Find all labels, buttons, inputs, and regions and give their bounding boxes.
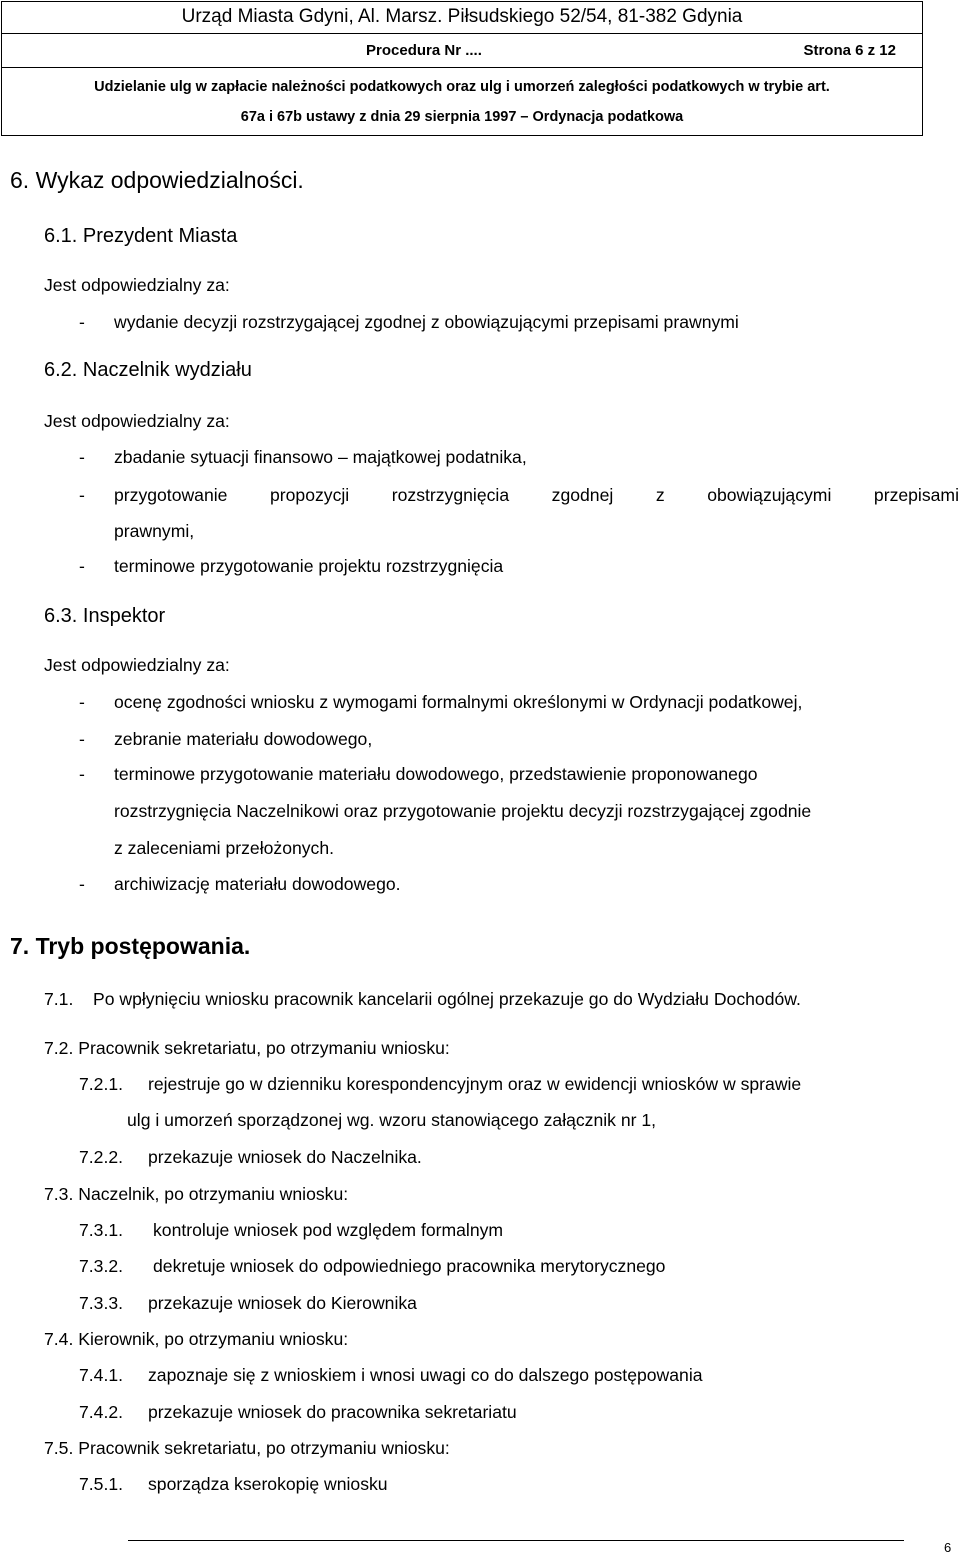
section-6-3-item-4: archiwizację materiału dowodowego. — [114, 874, 401, 894]
word: przygotowanie — [114, 485, 228, 505]
section-6-3-item-3-line-3: z zaleceniami przełożonych. — [114, 838, 335, 858]
bullet: - — [79, 447, 85, 467]
section-7-3-2-text: dekretuje wniosek do odpowiedniego pracownika merytorycznego — [153, 1256, 666, 1276]
word: obowiązującymi — [707, 485, 832, 505]
page-indicator: Strona 6 z 12 — [803, 42, 896, 59]
section-7-3-3-text: przekazuje wniosek do Kierownika — [148, 1293, 417, 1313]
section-7-5-1-number: 7.5.1. — [79, 1474, 124, 1494]
section-7-3-heading: 7.3. Naczelnik, po otrzymaniu wniosku: — [44, 1184, 349, 1204]
section-6-2-heading: 6.2. Naczelnik wydziału — [44, 359, 252, 381]
word: przepisami — [873, 485, 959, 505]
section-7-4-2-text: przekazuje wniosek do pracownika sekretariatu — [148, 1402, 517, 1422]
section-7-5-heading: 7.5. Pracownik sekretariatu, po otrzymaniu wniosku: — [44, 1438, 450, 1458]
bullet: - — [79, 692, 85, 712]
section-6-2-item-1: zbadanie sytuacji finansowo – majątkowej podatnika, — [114, 447, 527, 467]
document-header — [1, 1, 923, 136]
section-6-1-intro: Jest odpowiedzialny za: — [44, 275, 230, 295]
footer-rule — [128, 1540, 904, 1541]
section-7-2-1-number: 7.2.1. — [79, 1074, 124, 1094]
section-7-4-2-number: 7.4.2. — [79, 1402, 124, 1422]
subject-line-1: Udzielanie ulg w zapłacie należności podatkowych oraz ulg i umorzeń zaległości podatkowych w trybie art. — [94, 79, 830, 95]
section-7-5-1-text: sporządza kserokopię wniosku — [148, 1474, 388, 1494]
word: zgodnej — [551, 485, 614, 505]
section-7-3-1-text: kontroluje wniosek pod względem formalnym — [153, 1220, 504, 1240]
section-6-2-item-2-cont: prawnymi, — [114, 521, 195, 541]
bullet: - — [79, 312, 85, 332]
section-7-2-1-line-1: rejestruje go w dzienniku korespondencyjnym oraz w ewidencji wniosków w sprawie — [148, 1074, 802, 1094]
section-7-2-2-text: przekazuje wniosek do Naczelnika. — [148, 1147, 422, 1167]
section-6-3-intro: Jest odpowiedzialny za: — [44, 655, 230, 675]
section-7-4-1-text: zapoznaje się z wnioskiem i wnosi uwagi co do dalszego postępowania — [148, 1365, 703, 1385]
word: rozstrzygnięcia — [391, 485, 510, 505]
page-number: 6 — [944, 1540, 952, 1555]
subject-line-2: 67a i 67b ustawy z dnia 29 sierpnia 1997 – Ordynacja podatkowa — [240, 109, 684, 125]
section-6-2-item-3: terminowe przygotowanie projektu rozstrzygnięcia — [114, 556, 504, 576]
section-7-4-heading: 7.4. Kierownik, po otrzymaniu wniosku: — [44, 1329, 349, 1349]
section-6-3-item-3-line-1: terminowe przygotowanie materiału dowodowego, przedstawienie proponowanego — [114, 764, 758, 784]
section-6-3-item-1: ocenę zgodności wniosku z wymogami formalnymi określonymi w Ordynacji podatkowej, — [114, 692, 803, 712]
section-7-2-heading: 7.2. Pracownik sekretariatu, po otrzymaniu wniosku: — [44, 1038, 450, 1058]
procedure-number: Procedura Nr .... — [366, 42, 482, 59]
bullet: - — [79, 764, 85, 784]
bullet: - — [79, 556, 85, 576]
section-7-2-1-line-2: ulg i umorzeń sporządzonej wg. wzoru stanowiącego załącznik nr 1, — [127, 1110, 657, 1130]
section-7-3-2-number: 7.3.2. — [79, 1256, 124, 1276]
section-7-3-3-number: 7.3.3. — [79, 1293, 124, 1313]
section-6-heading: 6. Wykaz odpowiedzialności. — [10, 167, 304, 193]
section-7-1-number: 7.1. — [44, 989, 74, 1009]
procedure-row — [2, 34, 922, 68]
section-7-1-text: Po wpłynięciu wniosku pracownik kancelarii ogólnej przekazuje go do Wydziału Dochodów. — [93, 989, 801, 1009]
bullet: - — [79, 485, 85, 505]
section-6-2-intro: Jest odpowiedzialny za: — [44, 411, 230, 431]
section-6-3-item-3-line-2: rozstrzygnięcia Naczelnikowi oraz przygotowanie projektu decyzji rozstrzygającej zgodnie — [114, 801, 812, 821]
section-6-1-heading: 6.1. Prezydent Miasta — [44, 225, 238, 247]
word: propozycji — [270, 485, 350, 505]
bullet: - — [79, 874, 85, 894]
bullet: - — [79, 729, 85, 749]
word: z — [655, 485, 665, 505]
office-address: Urząd Miasta Gdyni, Al. Marsz. Piłsudskiego 52/54, 81-382 Gdynia — [2, 2, 922, 34]
section-7-2-2-number: 7.2.2. — [79, 1147, 124, 1167]
section-6-1-item: wydanie decyzji rozstrzygającej zgodnej z obowiązującymi przepisami prawnymi — [114, 312, 739, 332]
section-7-4-1-number: 7.4.1. — [79, 1365, 124, 1385]
section-7-3-1-number: 7.3.1. — [79, 1220, 124, 1240]
section-6-3-heading: 6.3. Inspektor — [44, 605, 166, 627]
section-6-2-item-2 — [114, 484, 959, 506]
section-6-3-item-2: zebranie materiału dowodowego, — [114, 729, 373, 749]
section-7-heading: 7. Tryb postępowania. — [10, 933, 251, 959]
